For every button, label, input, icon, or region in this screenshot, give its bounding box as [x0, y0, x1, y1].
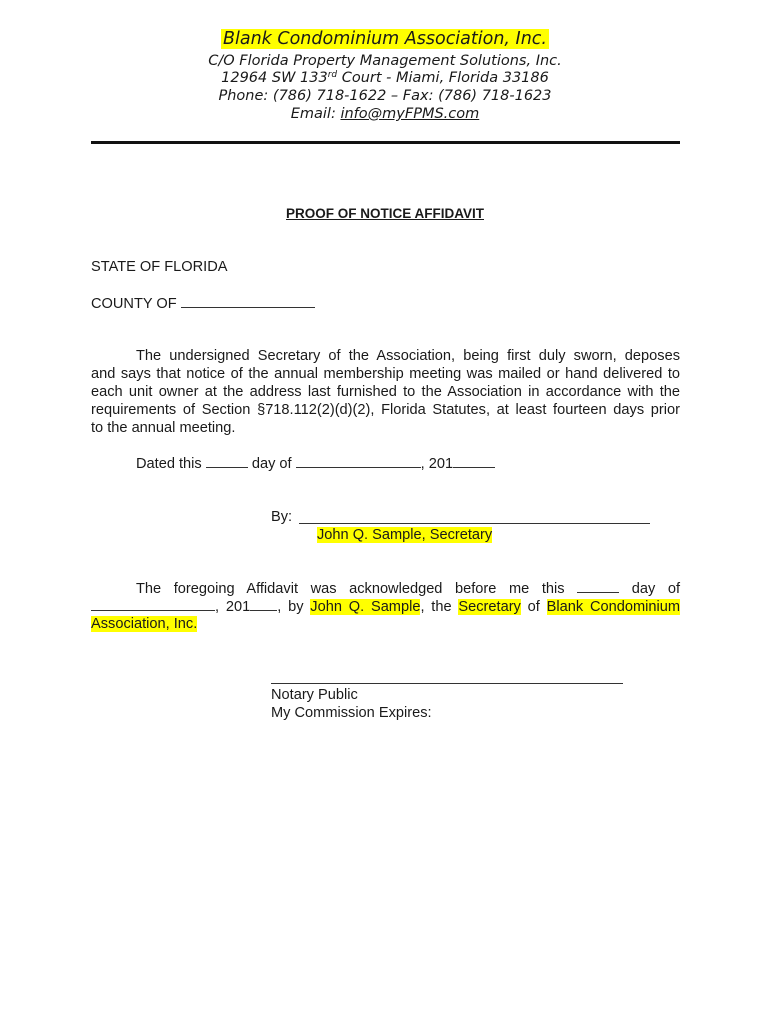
ack-text: The foregoing Affidavit was acknowledged before me this [136, 581, 565, 597]
ack-role-highlight: Secretary [458, 599, 521, 615]
acknowledgment [91, 579, 680, 633]
commission-label: My Commission Expires: [271, 705, 432, 721]
body-line: each unit owner at the address last furnished to the Association in accordance with the [91, 384, 680, 400]
notary-label: Notary Public [271, 687, 358, 703]
ack-the: , the [420, 599, 459, 615]
email-link[interactable]: info@myFPMS.com [340, 106, 480, 122]
ack-org-highlight: Blank Condominium [546, 599, 680, 615]
ack-day-blank[interactable] [577, 579, 619, 593]
letterhead-org-name [0, 28, 770, 50]
org-name-highlight: Blank Condominium Association, Inc. [223, 29, 547, 49]
day-blank[interactable] [206, 454, 248, 468]
body-line: to the annual meeting. [91, 420, 236, 436]
ack-line-3 [91, 615, 680, 633]
by-label: By: [271, 509, 293, 525]
ack-line-2 [91, 597, 680, 615]
ack-org-highlight-cont: Association, Inc. [91, 616, 198, 632]
signer-highlight: John Q. Sample, Secretary [317, 527, 493, 543]
county-line [91, 294, 315, 313]
ack-name-highlight: John Q. Sample [310, 599, 421, 615]
dated-prefix: Dated this [136, 456, 202, 472]
county-label: COUNTY OF [91, 296, 177, 312]
ack-of: of [520, 599, 547, 615]
ack-year-prefix: , 201 [215, 599, 251, 615]
letterhead-email [0, 105, 770, 123]
ack-by: , by [277, 599, 311, 615]
affidavit-body [91, 347, 680, 437]
address-ordinal: rd [327, 70, 338, 80]
address-city: Court - Miami, Florida 33186 [337, 70, 549, 86]
email-label: Email: [290, 106, 341, 122]
letterhead-phone-fax: Phone: (786) 718-1622 – Fax: (786) 718-1623 [218, 88, 552, 104]
ack-year-blank[interactable] [250, 597, 277, 611]
ack-day-of: day of [631, 581, 680, 597]
signer-name [317, 526, 492, 544]
ack-month-blank[interactable] [91, 597, 215, 611]
year-blank[interactable] [453, 454, 495, 468]
month-blank[interactable] [296, 454, 421, 468]
body-line: The undersigned Secretary of the Association, being first duly sworn, deposes [136, 348, 680, 364]
notary-signature-line[interactable] [271, 683, 623, 684]
county-blank[interactable] [181, 294, 315, 308]
dated-mid: day of [251, 456, 292, 472]
signature-line[interactable] [299, 523, 650, 524]
state-line: STATE OF FLORIDA [91, 259, 228, 275]
letterhead-care-of: C/O Florida Property Management Solutions, Inc. [208, 53, 562, 69]
header-divider [91, 141, 680, 144]
dated-line [136, 454, 495, 473]
address-street: 12964 SW 133 [221, 70, 328, 86]
dated-year-prefix: , 201 [420, 456, 454, 472]
document-title: PROOF OF NOTICE AFFIDAVIT [286, 206, 484, 221]
ack-line-1 [91, 579, 680, 597]
body-line: and says that notice of the annual membership meeting was mailed or hand delivered to [91, 366, 680, 382]
letterhead-address [0, 69, 770, 87]
body-line: requirements of Section §718.112(2)(d)(2), Florida Statutes, at least fourteen days prior [91, 402, 680, 418]
